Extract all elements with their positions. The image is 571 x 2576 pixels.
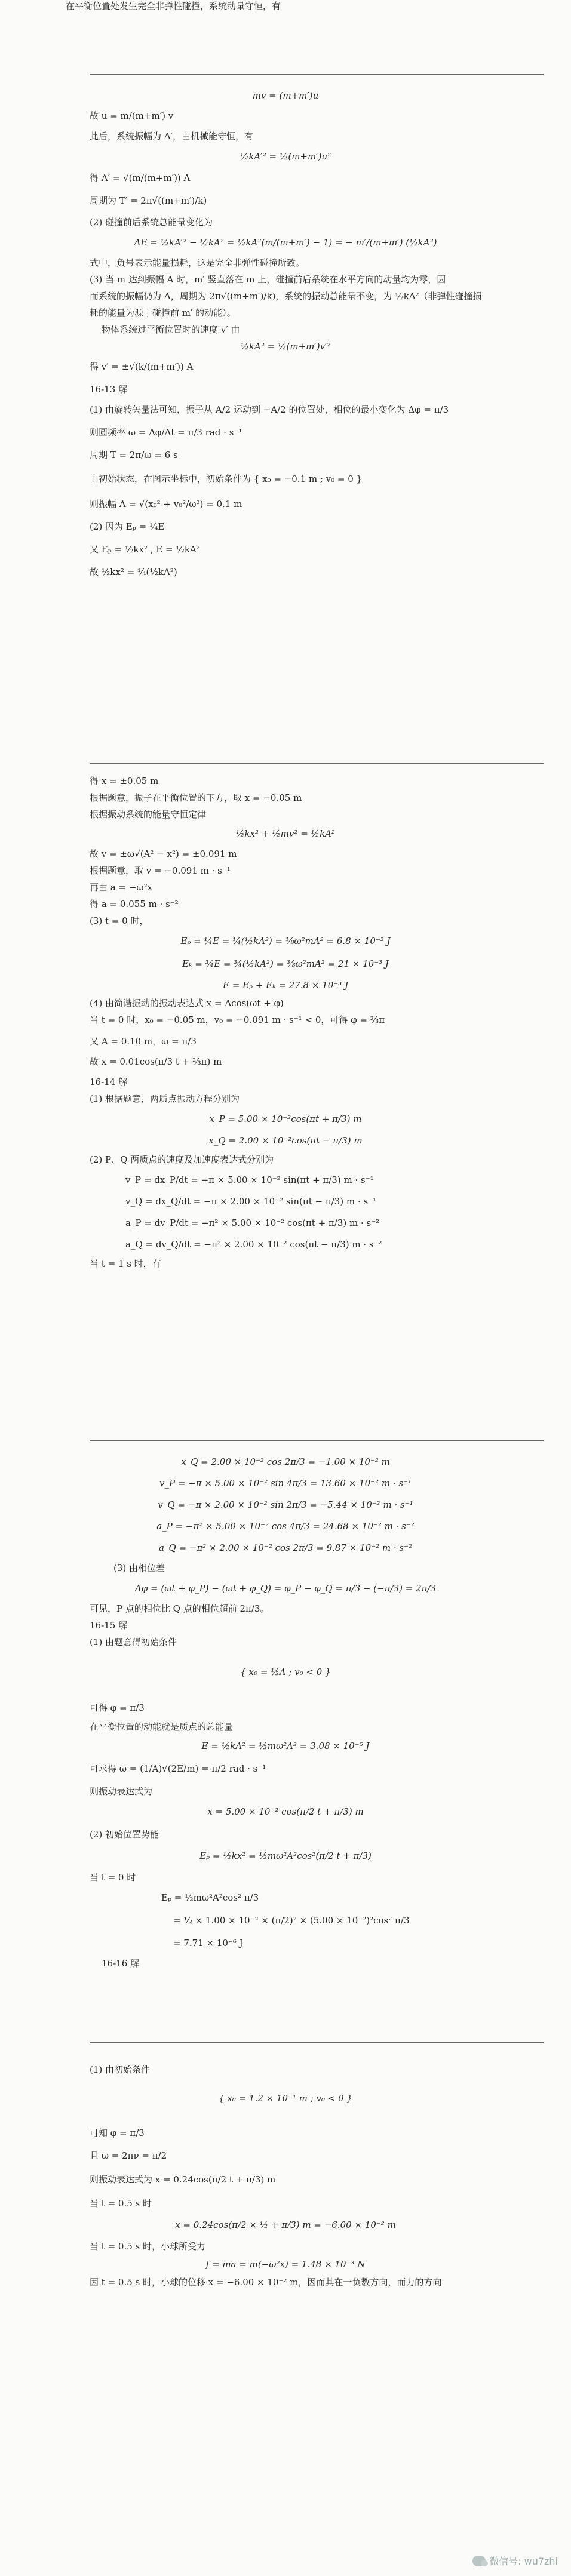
text-line: 当 t = 0.5 s 时	[90, 2198, 152, 2209]
text-line: 可求得 ω = (1/A)√(2E/m) = π/2 rad · s⁻¹	[90, 1763, 266, 1774]
text-line: 根据题意，振子在平衡位置的下方，取 x = −0.05 m	[90, 792, 302, 803]
text-line: 又 A = 0.10 m，ω = π/3	[90, 1036, 197, 1047]
text-line: 故 u = m/(m+m′) v	[90, 110, 174, 121]
text-line: 则圆频率 ω = Δφ/Δt = π/3 rad · s⁻¹	[90, 427, 242, 438]
text-line: x_P = 5.00 × 10⁻²cos(πt + π/3) m	[209, 1114, 362, 1124]
text-line: (3) t = 0 时，	[90, 915, 149, 926]
watermark-text: 微信号: wu7zhi	[489, 2556, 558, 2567]
text-line: (1) 由初始条件	[90, 2064, 151, 2075]
text-line: ½kx² + ½mv² = ½kA²	[235, 828, 336, 839]
text-line: 故 ½kx² = ¼(½kA²)	[90, 567, 177, 577]
page-separator	[90, 2042, 544, 2043]
text-line: x = 5.00 × 10⁻² cos(π/2 t + π/3) m	[207, 1806, 364, 1817]
text-line: (4) 由简谐振动的振动表达式 x = Acos(ωt + φ)	[90, 998, 284, 1009]
text-line: 可知 φ = π/3	[90, 2128, 145, 2138]
text-line: 在平衡位置处发生完全非弹性碰撞，系统动量守恒，有	[66, 1, 281, 11]
text-line: 故 v = ±ω√(A² − x²) = ±0.091 m	[90, 849, 237, 859]
text-line: 当 t = 0 时，x₀ = −0.05 m，v₀ = −0.091 m · s⁻¹ < 0，可得 φ = ⅔π	[90, 1015, 385, 1025]
text-line: 16-16 解	[102, 1958, 140, 1969]
page-3	[0, 1272, 571, 2018]
text-line: 根据题意，取 v = −0.091 m · s⁻¹	[90, 865, 231, 876]
text-line: (1) 由旋转矢量法可知，振子从 A/2 运动到 −A/2 的位置处，相位的最小变化为 Δφ = π/3	[90, 404, 449, 415]
text-line: 当 t = 1 s 时，有	[90, 1258, 161, 1269]
text-line: v_Q = −π × 2.00 × 10⁻² sin 2π/3 = −5.44 × 10⁻² m · s⁻¹	[158, 1499, 413, 1510]
text-line: v_P = −π × 5.00 × 10⁻² sin 4π/3 = 13.60 × 10⁻² m · s⁻¹	[159, 1478, 412, 1489]
text-line: Eₚ = ¼E = ¼(½kA²) = ⅛ω²mA² = 6.8 × 10⁻³ J	[180, 936, 391, 946]
text-line: 故 x = 0.01cos(π/3 t + ⅔π) m	[90, 1056, 222, 1067]
text-line: Eₚ = ½kx² = ½mω²A²cos²(π/2 t + π/3)	[199, 1850, 372, 1861]
text-line: (2) 碰撞前后系统总能量变化为	[90, 217, 213, 228]
text-line: = ½ × 1.00 × 10⁻² × (π/2)² × (5.00 × 10⁻²)²cos² π/3	[173, 1915, 410, 1926]
text-line: 式中，负号表示能量损耗，这是完全非弹性碰撞所致。	[90, 257, 305, 268]
text-line: ΔE = ½kA′² − ½kA² = ½kA²(m/(m+m′) − 1) = − m′/(m+m′) (½kA²)	[134, 237, 437, 248]
text-line: f = ma = m(−ω²x) = 1.48 × 10⁻³ N	[205, 2259, 366, 2270]
text-line: 再由 a = −ω²x	[90, 882, 153, 893]
text-line: 此后，系统振幅为 A′，由机械能守恒，有	[90, 131, 254, 142]
text-line: = 7.71 × 10⁻⁶ J	[173, 1938, 243, 1948]
text-line: 16-14 解	[90, 1077, 128, 1087]
text-line: ½kA′² = ½(m+m′)u²	[240, 151, 331, 162]
text-line: v_Q = dx_Q/dt = −π × 2.00 × 10⁻² sin(πt − π/3) m · s⁻¹	[125, 1196, 377, 1207]
text-line: (2) 初始位置势能	[90, 1829, 159, 1840]
page-separator	[90, 74, 544, 75]
text-line: 周期为 T′ = 2π√((m+m′)/k)	[90, 195, 207, 206]
text-line: { x₀ = ½A ; v₀ < 0 }	[240, 1667, 331, 1677]
text-line: 而系统的振幅仍为 A，周期为 2π√((m+m′)/k)，系统的振动总能量不变，为 ½kA²（非弹性碰撞损	[90, 291, 482, 302]
text-line: 周期 T = 2π/ω = 6 s	[90, 450, 178, 460]
text-line: 在平衡位置的动能就是质点的总能量	[90, 1722, 234, 1732]
text-line: 当 t = 0 时	[90, 1872, 136, 1883]
text-line: (3) 当 m 达到振幅 A 时，m′ 竖直落在 m 上，碰撞前后系统在水平方向的动量均为零，因	[90, 274, 446, 285]
text-line: 得 A′ = √(m/(m+m′)) A	[90, 173, 191, 183]
page-separator	[90, 1440, 544, 1441]
text-line: 得 v′ = ±√(k/(m+m′)) A	[90, 361, 194, 372]
text-line: 且 ω = 2πν = π/2	[90, 2150, 167, 2161]
text-line: 物体系统过平衡位置时的速度 v′ 由	[102, 324, 240, 335]
text-line: (1) 由题意得初始条件	[90, 1637, 177, 1647]
text-line: a_Q = dv_Q/dt = −π² × 2.00 × 10⁻² cos(πt − π/3) m · s⁻²	[125, 1239, 382, 1250]
text-line: 又 Eₚ = ½kx² , E = ½kA²	[90, 544, 200, 555]
text-line: 16-15 解	[90, 1620, 128, 1631]
text-line: 因 t = 0.5 s 时，小球的位移 x = −6.00 × 10⁻² m，因而其在一负数方向，而力的方向	[90, 2277, 442, 2288]
text-line: 当 t = 0.5 s 时，小球所受力	[90, 2241, 205, 2252]
text-line: Eₚ = ½mω²A²cos² π/3	[161, 1892, 259, 1903]
text-line: x = 0.24cos(π/2 × ½ + π/3) m = −6.00 × 10⁻² m	[175, 2220, 396, 2230]
text-line: (1) 根据题意，两质点振动方程分别为	[90, 1093, 240, 1104]
text-line: (2) P、Q 两质点的速度及加速度表达式分别为	[90, 1154, 274, 1165]
text-line: 得 x = ±0.05 m	[90, 776, 159, 786]
page-separator	[90, 763, 544, 764]
text-line: ½kA² = ½(m+m′)v′²	[240, 341, 331, 352]
text-line: a_Q = −π² × 2.00 × 10⁻² cos 2π/3 = 9.87 × 10⁻² m · s⁻²	[158, 1542, 413, 1553]
text-line: 则振动表达式为	[90, 1786, 153, 1797]
text-line: E = Eₚ + Eₖ = 27.8 × 10⁻³ J	[223, 980, 348, 991]
text-line: 可得 φ = π/3	[90, 1702, 145, 1713]
text-line: 可见，P 点的相位比 Q 点的相位超前 2π/3。	[90, 1603, 269, 1614]
text-line: 16-13 解	[90, 384, 128, 395]
text-line: 则振幅 A = √(x₀² + v₀²/ω²) = 0.1 m	[90, 499, 242, 509]
text-line: Δφ = (ωt + φ_P) − (ωt + φ_Q) = φ_P − φ_Q = π/3 − (−π/3) = 2π/3	[134, 1583, 437, 1594]
text-line: (2) 因为 Eₚ = ¼E	[90, 521, 165, 532]
watermark	[472, 2554, 558, 2568]
text-line: v_P = dx_P/dt = −π × 5.00 × 10⁻² sin(πt + π/3) m · s⁻¹	[125, 1175, 374, 1185]
text-line: x_Q = 2.00 × 10⁻² cos 2π/3 = −1.00 × 10⁻² m	[181, 1456, 390, 1467]
text-line: (3) 由相位差	[113, 1563, 165, 1573]
text-line: 得 a = 0.055 m · s⁻²	[90, 899, 179, 909]
text-line: x_Q = 2.00 × 10⁻²cos(πt − π/3) m	[208, 1135, 363, 1146]
text-line: 由初始状态，在图示坐标中，初始条件为 { x₀ = −0.1 m ; v₀ = 0 }	[90, 474, 363, 484]
text-line: a_P = −π² × 5.00 × 10⁻² cos 4π/3 = 24.68 × 10⁻² m · s⁻²	[156, 1521, 415, 1532]
wechat-icon	[472, 2556, 486, 2566]
text-line: Eₖ = ¾E = ¾(½kA²) = ⅜ω²mA² = 21 × 10⁻³ J	[182, 958, 389, 969]
text-line: a_P = dv_P/dt = −π² × 5.00 × 10⁻² cos(πt + π/3) m · s⁻²	[125, 1218, 380, 1228]
text-line: mv = (m+m′)u	[252, 90, 319, 101]
text-line: 耗的能量为源于碰撞前 m′ 的动能）。	[90, 308, 236, 318]
text-line: E = ½kA² = ½mω²A² = 3.08 × 10⁻⁵ J	[201, 1741, 370, 1751]
text-line: 根据振动系统的能量守恒定律	[90, 809, 207, 820]
text-line: { x₀ = 1.2 × 10⁻¹ m ; v₀ < 0 }	[219, 2093, 352, 2104]
text-line: 则振动表达式为 x = 0.24cos(π/2 t + π/3) m	[90, 2174, 276, 2185]
